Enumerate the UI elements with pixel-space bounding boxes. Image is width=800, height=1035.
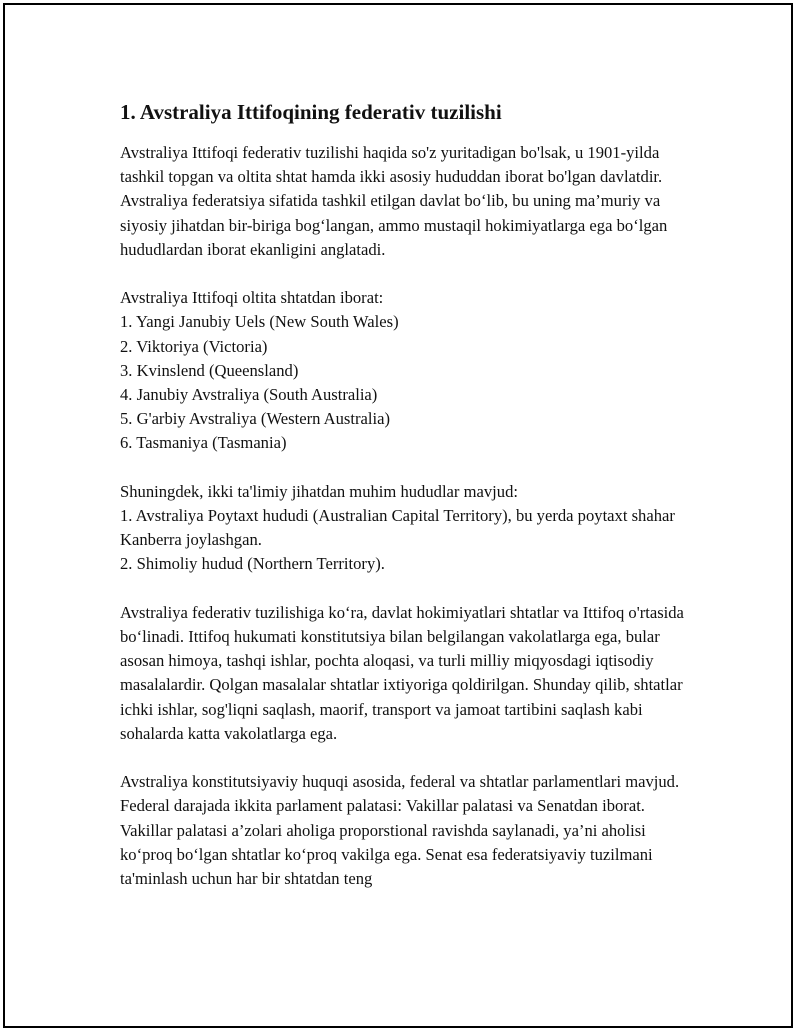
state-item: 1. Yangi Janubiy Uels (New South Wales) xyxy=(120,312,399,332)
state-item: 5. G'arbiy Avstraliya (Western Australia) xyxy=(120,409,390,429)
territory-item: 1. Avstraliya Poytaxt hududi (Australian Capital Territory), bu yerda poytaxt shahar Kanberra joylashgan. xyxy=(120,506,675,550)
paragraph-gap xyxy=(120,262,700,286)
state-item: 6. Tasmaniya (Tasmania) xyxy=(120,433,287,453)
federal-structure-paragraph: Avstraliya federativ tuzilishiga ko‘ra, davlat hokimiyatlari shtatlar va Ittifoq o'rtasida bo‘linadi. Ittifoq hukumati konstitutsiya bilan belgilangan vakolatlarga ega, bular asosan himoya, tashqi ishlar, pochta aloqasi, va turli milliy miqyosdagi iqtisodiy masalalardir. Qolgan masalalar shtatlar ixtiyoriga qoldirilgan. Shunday qilib, shtatlar ichki ishlar, sog'liqni saqlash, maorif, transport va jamoat tartibini saqlash kabi sohalarda katta vakolatlarga ega. xyxy=(120,602,684,743)
state-item: 2. Viktoriya (Victoria) xyxy=(120,336,268,356)
paragraph-gap xyxy=(120,746,700,770)
territory-item: 2. Shimoliy hudud (Northern Territory). xyxy=(120,554,385,574)
document-body xyxy=(120,98,700,891)
territories-heading: Shuningdek, ikki ta'limiy jihatdan muhim hududlar mavjud: xyxy=(120,481,518,501)
state-item: 3. Kvinslend (Queensland) xyxy=(120,360,299,380)
parliament-paragraph: Avstraliya konstitutsiyaviy huquqi asosida, federal va shtatlar parlamentlari mavjud. Federal darajada ikkita parlament palatasi: Vakillar palatasi va Senatdan iborat. Vakillar palatasi a’zolari aholiga proporstional ravishda saylanadi, ya’ni aholisi ko‘proq bo‘lgan shtatlar ko‘proq vakilga ega. Senat esa federatsiyaviy tuzilmani ta'minlash uchun har bir shtatdan teng xyxy=(120,772,680,889)
document-page xyxy=(3,3,793,1028)
document-title: 1. Avstraliya Ittifoqining federativ tuzilishi xyxy=(120,100,502,124)
states-heading: Avstraliya Ittifoqi oltita shtatdan iborat: xyxy=(120,288,384,308)
intro-paragraph: Avstraliya Ittifoqi federativ tuzilishi haqida so'z yuritadigan bo'lsak, u 1901-yilda tashkil topgan va oltita shtat hamda ikki asosiy hududdan iborat bo'lgan davlatdir. Avstraliya federatsiya sifatida tashkil etilgan davlat bo‘lib, bu uning ma’muriy va siyosiy jihatdan bir-biriga bog‘langan, ammo mustaqil hokimiyatlarga ega bo‘lgan hududlardan iborat ekanligini anglatadi. xyxy=(120,143,668,259)
paragraph-gap xyxy=(120,577,700,601)
paragraph-gap xyxy=(120,456,700,480)
state-item: 4. Janubiy Avstraliya (South Australia) xyxy=(120,385,378,405)
